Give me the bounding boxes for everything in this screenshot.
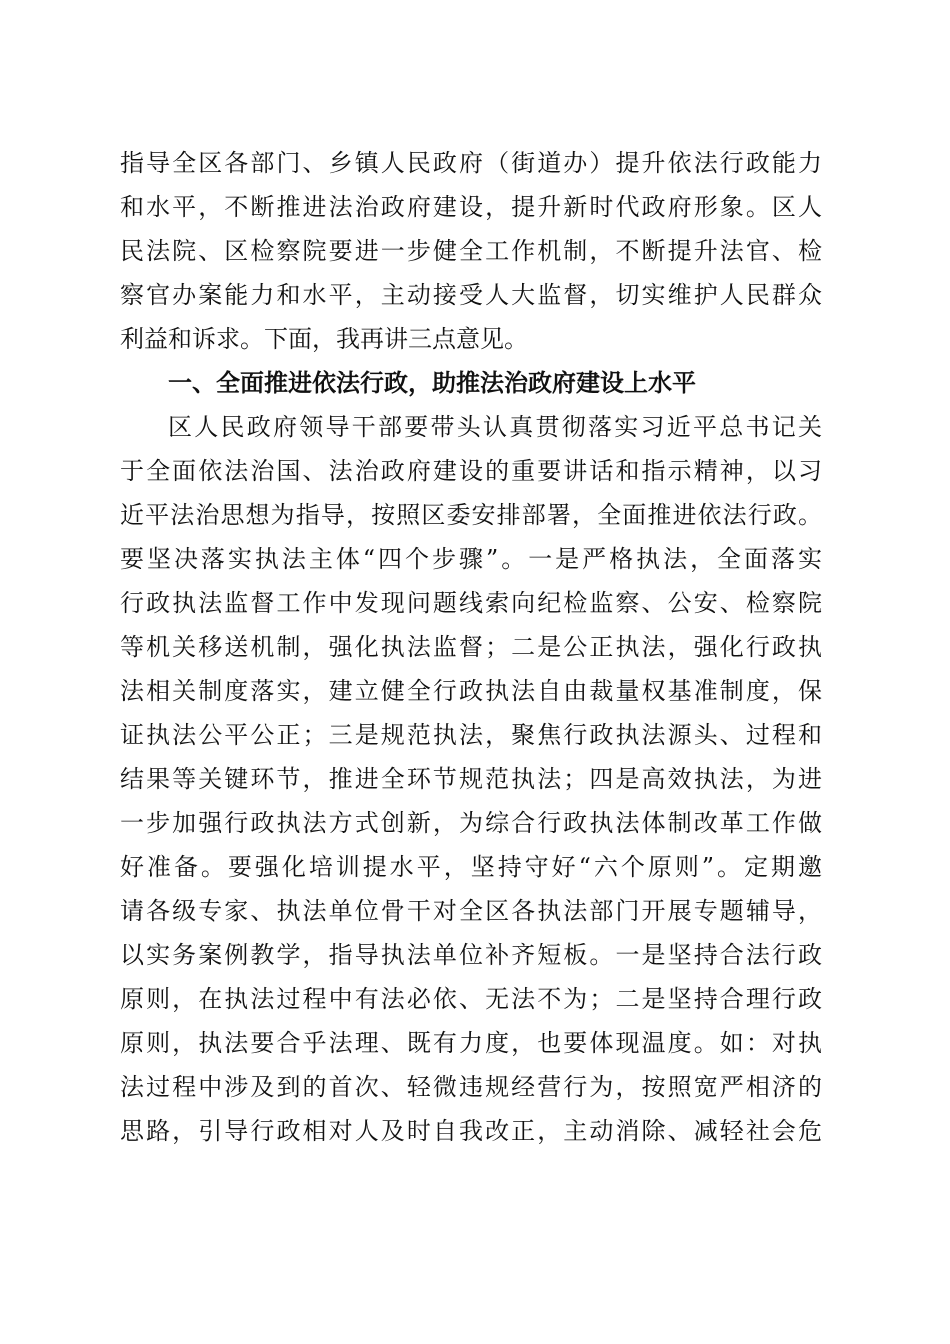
section-heading: 一、全面推进依法行政，助推法治政府建设上水平 xyxy=(168,369,696,397)
paragraph-line: 要坚决落实执法主体“四个步骤”。一是严格执法，全面落实 xyxy=(120,545,822,573)
paragraph-line: 以实务案例教学，指导执法单位补齐短板。一是坚持合法行政 xyxy=(120,941,822,969)
paragraph-line: 好准备。要强化培训提水平，坚持守好“六个原则”。定期邀 xyxy=(120,853,822,881)
paragraph-line: 等机关移送机制，强化执法监督；二是公正执法，强化行政执 xyxy=(120,633,822,661)
paragraph-line: 思路，引导行政相对人及时自我改正，主动消除、减轻社会危 xyxy=(120,1117,822,1145)
paragraph-line: 法相关制度落实，建立健全行政执法自由裁量权基准制度，保 xyxy=(120,677,822,705)
paragraph-line: 于全面依法治国、法治政府建设的重要讲话和指示精神，以习 xyxy=(120,457,822,485)
body-text-line: 和水平，不断推进法治政府建设，提升新时代政府形象。区人 xyxy=(120,193,822,221)
paragraph-line: 原则，在执法过程中有法必依、无法不为；二是坚持合理行政 xyxy=(120,985,822,1013)
body-text-line: 指导全区各部门、乡镇人民政府（街道办）提升依法行政能力 xyxy=(120,149,822,177)
paragraph-line: 请各级专家、执法单位骨干对全区各执法部门开展专题辅导， xyxy=(120,897,822,925)
paragraph-line: 近平法治思想为指导，按照区委安排部署，全面推进依法行政。 xyxy=(120,501,822,529)
paragraph-line: 原则，执法要合乎法理、既有力度，也要体现温度。如：对执 xyxy=(120,1029,822,1057)
body-text-line: 利益和诉求。下面，我再讲三点意见。 xyxy=(120,325,528,353)
paragraph-line: 法过程中涉及到的首次、轻微违规经营行为，按照宽严相济的 xyxy=(120,1073,822,1101)
paragraph-line: 区人民政府领导干部要带头认真贯彻落实习近平总书记关 xyxy=(168,413,822,441)
body-text-line: 民法院、区检察院要进一步健全工作机制，不断提升法官、检 xyxy=(120,237,822,265)
paragraph-line: 证执法公平公正；三是规范执法，聚焦行政执法源头、过程和 xyxy=(120,721,822,749)
body-text-line: 察官办案能力和水平，主动接受人大监督，切实维护人民群众 xyxy=(120,281,822,309)
paragraph-line: 结果等关键环节，推进全环节规范执法；四是高效执法，为进 xyxy=(120,765,822,793)
paragraph-line: 行政执法监督工作中发现问题线索向纪检监察、公安、检察院 xyxy=(120,589,822,617)
paragraph-line: 一步加强行政执法方式创新，为综合行政执法体制改革工作做 xyxy=(120,809,822,837)
